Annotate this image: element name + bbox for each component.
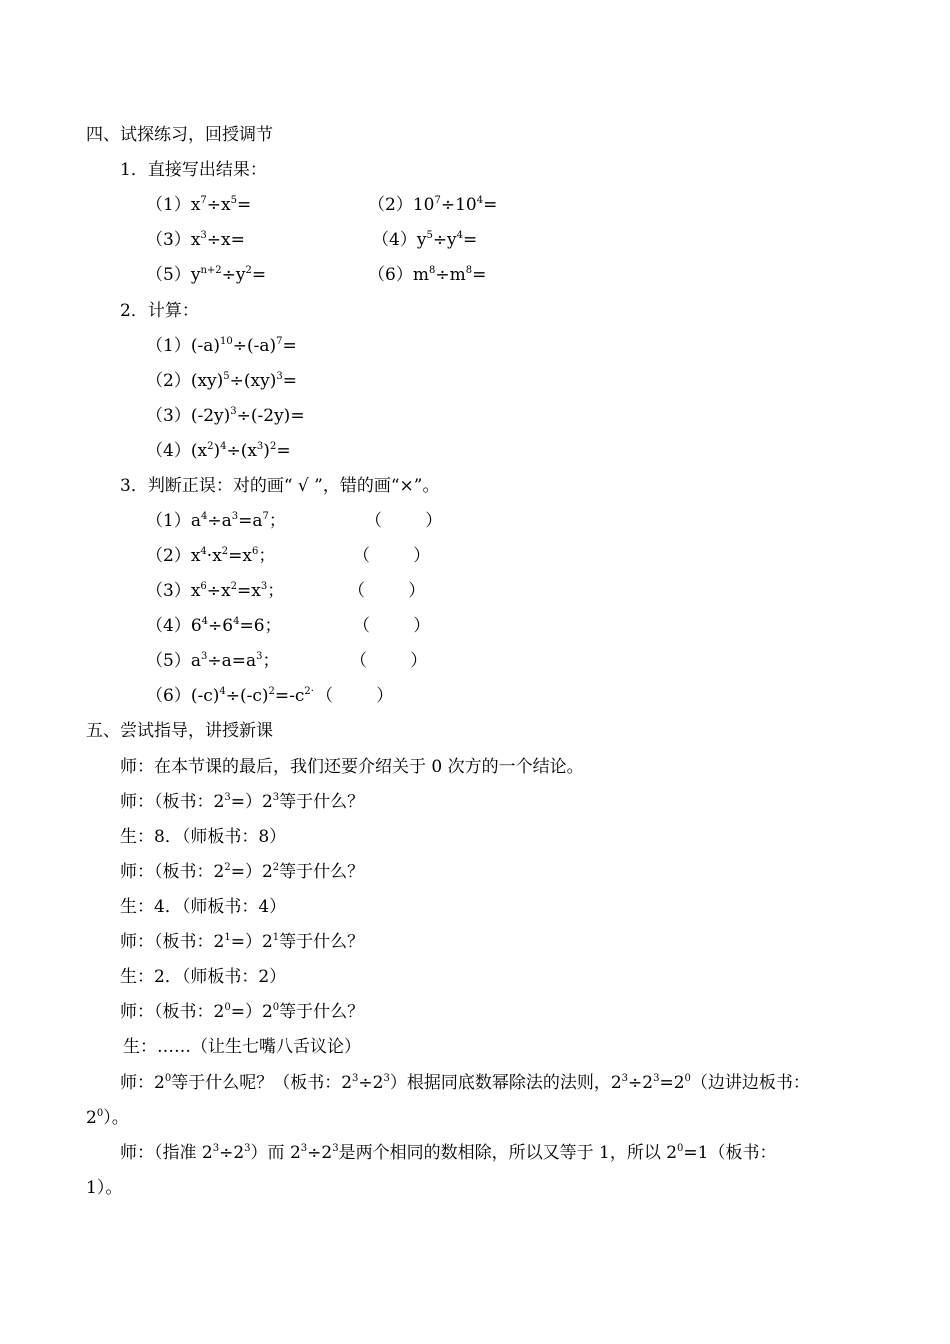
answer-blank-5[interactable]: （ ）: [350, 651, 428, 671]
section-5-heading: 五、尝试指导，讲授新课: [86, 721, 273, 741]
q1-item-2: $(2)10^7\div 10^4=$: [368, 195, 498, 215]
dialogue-line: $2^0$）。: [86, 1108, 129, 1128]
q2-item-2: （2）(xy)$^5$÷(xy)$^3$=: [146, 371, 297, 391]
answer-blank-4[interactable]: （ ）: [353, 616, 431, 636]
q1-item-5: $(5)y^{n+2}\div y^2=$: [146, 265, 267, 285]
dialogue-line: 生：2．（师板书：2）: [120, 967, 287, 987]
dialogue-line: 师：（板书：$2^0=)2^0$等于什么？: [120, 1002, 365, 1022]
q2-item-1: $(1)(-a)^{10}\div(-a)^7=$: [146, 336, 297, 356]
dialogue-line: 生：4．（师板书：4）: [120, 897, 287, 917]
dialogue-line: 师：$2^0$等于什么呢？（板书：$2^3\div 2^3$）根据同底数幂除法的法则，$2^3\div 2^3=2^0$（边讲边板书：: [120, 1073, 810, 1093]
dialogue-line: 1）。: [86, 1178, 123, 1198]
q3-item-1: $(1)a^4\div a^3=a^7$；: [146, 511, 286, 531]
q1-item-6: $(6)m^8\div m^8=$: [368, 265, 487, 285]
dialogue-line: 师：（板书：$2^1=)2^1$等于什么？: [120, 932, 365, 952]
q1-item-1: $(1)x^7\div x^5=$: [146, 195, 252, 215]
dialogue-line: 师：（板书：$2^2=)2^2$等于什么？: [120, 862, 365, 882]
q3-item-5: $(5)a^3\div a=a^3$；: [146, 651, 280, 671]
dialogue-line: 师：（指准 $2^3\div 2^3$）而 $2^3\div 2^3$是两个相同的数相除，所以又等于 1，所以 $2^0=1$（板书：: [120, 1143, 777, 1163]
answer-blank-3[interactable]: （ ）: [348, 581, 426, 601]
q1-title: 1．直接写出结果：: [120, 160, 267, 180]
q2-item-3: $(3)(-2y)^3\div(-2y)=$: [146, 406, 305, 426]
answer-blank-1[interactable]: （ ）: [365, 511, 443, 531]
q3-title: 3．判断正误：对的画“ √ ”，错的画“×”。: [120, 476, 440, 496]
q3-item-4: $(4)6^4\div 6^4=6$；: [146, 616, 282, 636]
q3-item-2: $(2)x^4\cdot x^2=x^6$；: [146, 546, 276, 566]
dialogue-line: 师：在本节课的最后，我们还要介绍关于 0 次方的一个结论。: [120, 757, 584, 777]
answer-blank-2[interactable]: （ ）: [353, 546, 431, 566]
answer-blank-6[interactable]: （ ）: [316, 686, 394, 706]
dialogue-line: 生：……（让生七嘴八舌议论）: [123, 1037, 361, 1057]
dialogue-line: 师：（板书：$2^3=)2^3$等于什么？: [120, 792, 365, 812]
dialogue-line: 生：8．（师板书：8）: [120, 827, 287, 847]
section-4-heading: 四、试探练习，回授调节: [86, 125, 273, 145]
q2-item-4: $(4)(x^2)^4\div(x^3)^2=$: [146, 441, 291, 461]
q1-item-3: $(3)x^3\div x=$: [146, 230, 245, 250]
q1-item-4: $(4)y^5\div y^4=$: [372, 230, 478, 250]
q3-item-3: $(3)x^6\div x^2=x^3$；: [146, 581, 285, 601]
q2-title: 2．计算：: [120, 301, 199, 321]
q3-item-6: $(6)(-c)^4\div(-c)^2=-c^{2\cdot}$: [146, 686, 314, 706]
